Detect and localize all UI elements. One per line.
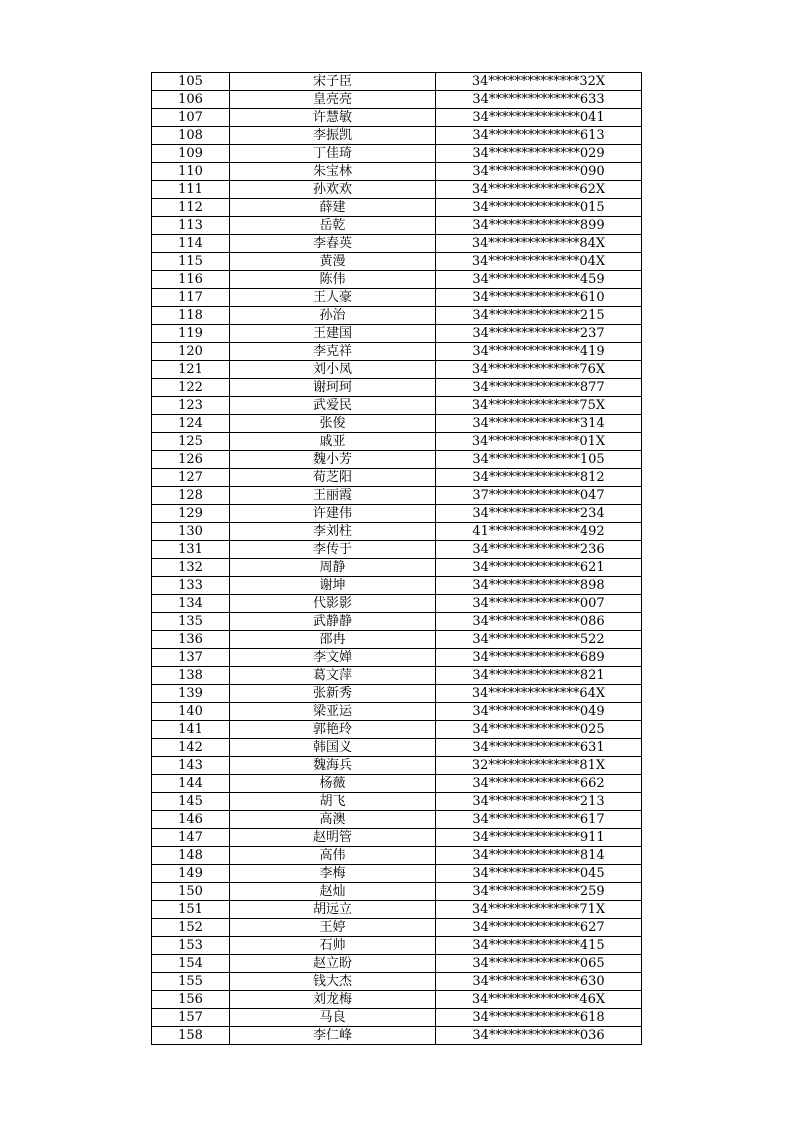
table-row xyxy=(152,595,642,613)
row-number-cell: 156 xyxy=(152,991,230,1009)
row-number-cell: 143 xyxy=(152,757,230,775)
table-row xyxy=(152,973,642,991)
id-number-cell: 34**************821 xyxy=(436,667,642,685)
name-cell: 丁佳琦 xyxy=(230,145,436,163)
row-number-cell: 136 xyxy=(152,631,230,649)
row-number-cell: 122 xyxy=(152,379,230,397)
table-row xyxy=(152,289,642,307)
name-cell: 李梅 xyxy=(230,865,436,883)
name-cell: 钱大杰 xyxy=(230,973,436,991)
table-row xyxy=(152,919,642,937)
row-number-cell: 144 xyxy=(152,775,230,793)
name-cell: 高伟 xyxy=(230,847,436,865)
table-row xyxy=(152,523,642,541)
name-cell: 胡远立 xyxy=(230,901,436,919)
table-row xyxy=(152,379,642,397)
table-row xyxy=(152,991,642,1009)
name-cell: 魏海兵 xyxy=(230,757,436,775)
name-cell: 李振凯 xyxy=(230,127,436,145)
row-number-cell: 129 xyxy=(152,505,230,523)
row-number-cell: 153 xyxy=(152,937,230,955)
table-row xyxy=(152,739,642,757)
table-row xyxy=(152,757,642,775)
name-cell: 宋子臣 xyxy=(230,73,436,91)
name-cell: 张俊 xyxy=(230,415,436,433)
name-cell: 皇亮亮 xyxy=(230,91,436,109)
row-number-cell: 114 xyxy=(152,235,230,253)
id-number-cell: 37**************047 xyxy=(436,487,642,505)
name-cell: 李传于 xyxy=(230,541,436,559)
table-row xyxy=(152,73,642,91)
id-number-cell: 34**************015 xyxy=(436,199,642,217)
table-row xyxy=(152,685,642,703)
table-row xyxy=(152,667,642,685)
id-number-cell: 34**************415 xyxy=(436,937,642,955)
table-row xyxy=(152,775,642,793)
name-cell: 郭艳玲 xyxy=(230,721,436,739)
row-number-cell: 123 xyxy=(152,397,230,415)
row-number-cell: 125 xyxy=(152,433,230,451)
row-number-cell: 117 xyxy=(152,289,230,307)
table-row xyxy=(152,703,642,721)
row-number-cell: 140 xyxy=(152,703,230,721)
table-row xyxy=(152,721,642,739)
name-cell: 邵冉 xyxy=(230,631,436,649)
table-row xyxy=(152,811,642,829)
name-cell: 李克祥 xyxy=(230,343,436,361)
id-number-cell: 34**************213 xyxy=(436,793,642,811)
id-number-cell: 34**************234 xyxy=(436,505,642,523)
name-cell: 李刘柱 xyxy=(230,523,436,541)
id-number-cell: 34**************314 xyxy=(436,415,642,433)
table-row xyxy=(152,505,642,523)
row-number-cell: 118 xyxy=(152,307,230,325)
id-number-cell: 34**************877 xyxy=(436,379,642,397)
table-row xyxy=(152,181,642,199)
id-number-cell: 34**************459 xyxy=(436,271,642,289)
table-row xyxy=(152,361,642,379)
id-number-cell: 34**************62X xyxy=(436,181,642,199)
name-cell: 梁亚运 xyxy=(230,703,436,721)
id-number-cell: 34**************025 xyxy=(436,721,642,739)
id-number-cell: 34**************259 xyxy=(436,883,642,901)
row-number-cell: 135 xyxy=(152,613,230,631)
name-cell: 王丽霞 xyxy=(230,487,436,505)
id-number-cell: 34**************76X xyxy=(436,361,642,379)
name-cell: 赵明管 xyxy=(230,829,436,847)
table-row xyxy=(152,199,642,217)
id-number-cell: 34**************04X xyxy=(436,253,642,271)
name-cell: 王建国 xyxy=(230,325,436,343)
name-cell: 武爱民 xyxy=(230,397,436,415)
name-cell: 戚亚 xyxy=(230,433,436,451)
name-cell: 武静静 xyxy=(230,613,436,631)
id-number-cell: 34**************621 xyxy=(436,559,642,577)
table-row xyxy=(152,127,642,145)
row-number-cell: 145 xyxy=(152,793,230,811)
name-cell: 谢坤 xyxy=(230,577,436,595)
table-row xyxy=(152,793,642,811)
row-number-cell: 158 xyxy=(152,1027,230,1045)
row-number-cell: 120 xyxy=(152,343,230,361)
table-row xyxy=(152,343,642,361)
name-cell: 代影影 xyxy=(230,595,436,613)
table-row xyxy=(152,325,642,343)
row-number-cell: 152 xyxy=(152,919,230,937)
table-row xyxy=(152,271,642,289)
table-row xyxy=(152,559,642,577)
id-number-cell: 34**************237 xyxy=(436,325,642,343)
name-cell: 刘龙梅 xyxy=(230,991,436,1009)
name-cell: 高澳 xyxy=(230,811,436,829)
name-cell: 孙治 xyxy=(230,307,436,325)
name-cell: 王婷 xyxy=(230,919,436,937)
table-row xyxy=(152,235,642,253)
name-cell: 葛文萍 xyxy=(230,667,436,685)
id-number-cell: 34**************041 xyxy=(436,109,642,127)
id-number-cell: 41**************492 xyxy=(436,523,642,541)
table-row xyxy=(152,253,642,271)
name-cell: 赵立盼 xyxy=(230,955,436,973)
id-number-cell: 34**************633 xyxy=(436,91,642,109)
row-number-cell: 157 xyxy=(152,1009,230,1027)
row-number-cell: 154 xyxy=(152,955,230,973)
table-row xyxy=(152,955,642,973)
id-number-cell: 34**************899 xyxy=(436,217,642,235)
id-number-cell: 34**************065 xyxy=(436,955,642,973)
name-cell: 赵灿 xyxy=(230,883,436,901)
name-cell: 陈伟 xyxy=(230,271,436,289)
id-number-cell: 34**************105 xyxy=(436,451,642,469)
row-number-cell: 110 xyxy=(152,163,230,181)
table-row xyxy=(152,541,642,559)
row-number-cell: 149 xyxy=(152,865,230,883)
id-number-cell: 34**************627 xyxy=(436,919,642,937)
name-cell: 魏小芳 xyxy=(230,451,436,469)
table-row xyxy=(152,415,642,433)
name-cell: 荀芝阳 xyxy=(230,469,436,487)
row-number-cell: 119 xyxy=(152,325,230,343)
name-cell: 谢珂珂 xyxy=(230,379,436,397)
id-number-cell: 34**************630 xyxy=(436,973,642,991)
table-row xyxy=(152,613,642,631)
name-cell: 李春英 xyxy=(230,235,436,253)
name-cell: 李文婵 xyxy=(230,649,436,667)
id-number-cell: 34**************049 xyxy=(436,703,642,721)
name-cell: 周静 xyxy=(230,559,436,577)
roster-table xyxy=(151,72,642,1045)
name-cell: 杨薇 xyxy=(230,775,436,793)
row-number-cell: 126 xyxy=(152,451,230,469)
row-number-cell: 148 xyxy=(152,847,230,865)
id-number-cell: 34**************84X xyxy=(436,235,642,253)
name-cell: 石帅 xyxy=(230,937,436,955)
id-number-cell: 34**************631 xyxy=(436,739,642,757)
row-number-cell: 107 xyxy=(152,109,230,127)
row-number-cell: 106 xyxy=(152,91,230,109)
name-cell: 许慧敏 xyxy=(230,109,436,127)
id-number-cell: 34**************613 xyxy=(436,127,642,145)
name-cell: 胡飞 xyxy=(230,793,436,811)
id-number-cell: 34**************75X xyxy=(436,397,642,415)
row-number-cell: 112 xyxy=(152,199,230,217)
id-number-cell: 34**************086 xyxy=(436,613,642,631)
name-cell: 马良 xyxy=(230,1009,436,1027)
row-number-cell: 139 xyxy=(152,685,230,703)
name-cell: 薛建 xyxy=(230,199,436,217)
id-number-cell: 32**************81X xyxy=(436,757,642,775)
row-number-cell: 108 xyxy=(152,127,230,145)
row-number-cell: 109 xyxy=(152,145,230,163)
row-number-cell: 133 xyxy=(152,577,230,595)
table-row xyxy=(152,1027,642,1045)
row-number-cell: 150 xyxy=(152,883,230,901)
row-number-cell: 138 xyxy=(152,667,230,685)
row-number-cell: 127 xyxy=(152,469,230,487)
id-number-cell: 34**************812 xyxy=(436,469,642,487)
row-number-cell: 137 xyxy=(152,649,230,667)
table-row xyxy=(152,307,642,325)
table-row xyxy=(152,109,642,127)
name-cell: 张新秀 xyxy=(230,685,436,703)
id-number-cell: 34**************689 xyxy=(436,649,642,667)
name-cell: 韩国义 xyxy=(230,739,436,757)
row-number-cell: 132 xyxy=(152,559,230,577)
name-cell: 孙欢欢 xyxy=(230,181,436,199)
table-row xyxy=(152,433,642,451)
id-number-cell: 34**************662 xyxy=(436,775,642,793)
row-number-cell: 113 xyxy=(152,217,230,235)
table-row xyxy=(152,217,642,235)
name-cell: 李仁峰 xyxy=(230,1027,436,1045)
row-number-cell: 147 xyxy=(152,829,230,847)
table-row xyxy=(152,469,642,487)
row-number-cell: 142 xyxy=(152,739,230,757)
table-row xyxy=(152,577,642,595)
table-row xyxy=(152,91,642,109)
name-cell: 岳乾 xyxy=(230,217,436,235)
id-number-cell: 34**************01X xyxy=(436,433,642,451)
id-number-cell: 34**************618 xyxy=(436,1009,642,1027)
row-number-cell: 116 xyxy=(152,271,230,289)
row-number-cell: 130 xyxy=(152,523,230,541)
table-row xyxy=(152,883,642,901)
id-number-cell: 34**************64X xyxy=(436,685,642,703)
name-cell: 王人豪 xyxy=(230,289,436,307)
id-number-cell: 34**************419 xyxy=(436,343,642,361)
id-number-cell: 34**************522 xyxy=(436,631,642,649)
table-row xyxy=(152,631,642,649)
id-number-cell: 34**************036 xyxy=(436,1027,642,1045)
name-cell: 黄漫 xyxy=(230,253,436,271)
row-number-cell: 134 xyxy=(152,595,230,613)
id-number-cell: 34**************236 xyxy=(436,541,642,559)
table-row xyxy=(152,451,642,469)
id-number-cell: 34**************32X xyxy=(436,73,642,91)
table-row xyxy=(152,901,642,919)
id-number-cell: 34**************215 xyxy=(436,307,642,325)
id-number-cell: 34**************610 xyxy=(436,289,642,307)
table-row xyxy=(152,145,642,163)
id-number-cell: 34**************46X xyxy=(436,991,642,1009)
table-row xyxy=(152,1009,642,1027)
row-number-cell: 146 xyxy=(152,811,230,829)
table-row xyxy=(152,487,642,505)
row-number-cell: 141 xyxy=(152,721,230,739)
id-number-cell: 34**************814 xyxy=(436,847,642,865)
row-number-cell: 111 xyxy=(152,181,230,199)
id-number-cell: 34**************911 xyxy=(436,829,642,847)
table-row xyxy=(152,829,642,847)
row-number-cell: 151 xyxy=(152,901,230,919)
name-cell: 朱宝林 xyxy=(230,163,436,181)
row-number-cell: 128 xyxy=(152,487,230,505)
table-row xyxy=(152,649,642,667)
table-row xyxy=(152,397,642,415)
id-number-cell: 34**************090 xyxy=(436,163,642,181)
row-number-cell: 105 xyxy=(152,73,230,91)
id-number-cell: 34**************617 xyxy=(436,811,642,829)
row-number-cell: 124 xyxy=(152,415,230,433)
row-number-cell: 121 xyxy=(152,361,230,379)
row-number-cell: 155 xyxy=(152,973,230,991)
id-number-cell: 34**************045 xyxy=(436,865,642,883)
id-number-cell: 34**************71X xyxy=(436,901,642,919)
name-cell: 刘小凤 xyxy=(230,361,436,379)
row-number-cell: 131 xyxy=(152,541,230,559)
row-number-cell: 115 xyxy=(152,253,230,271)
table-row xyxy=(152,937,642,955)
id-number-cell: 34**************007 xyxy=(436,595,642,613)
table-row xyxy=(152,847,642,865)
table-row xyxy=(152,865,642,883)
id-number-cell: 34**************898 xyxy=(436,577,642,595)
roster-body xyxy=(152,73,642,1045)
table-row xyxy=(152,163,642,181)
name-cell: 许建伟 xyxy=(230,505,436,523)
id-number-cell: 34**************029 xyxy=(436,145,642,163)
